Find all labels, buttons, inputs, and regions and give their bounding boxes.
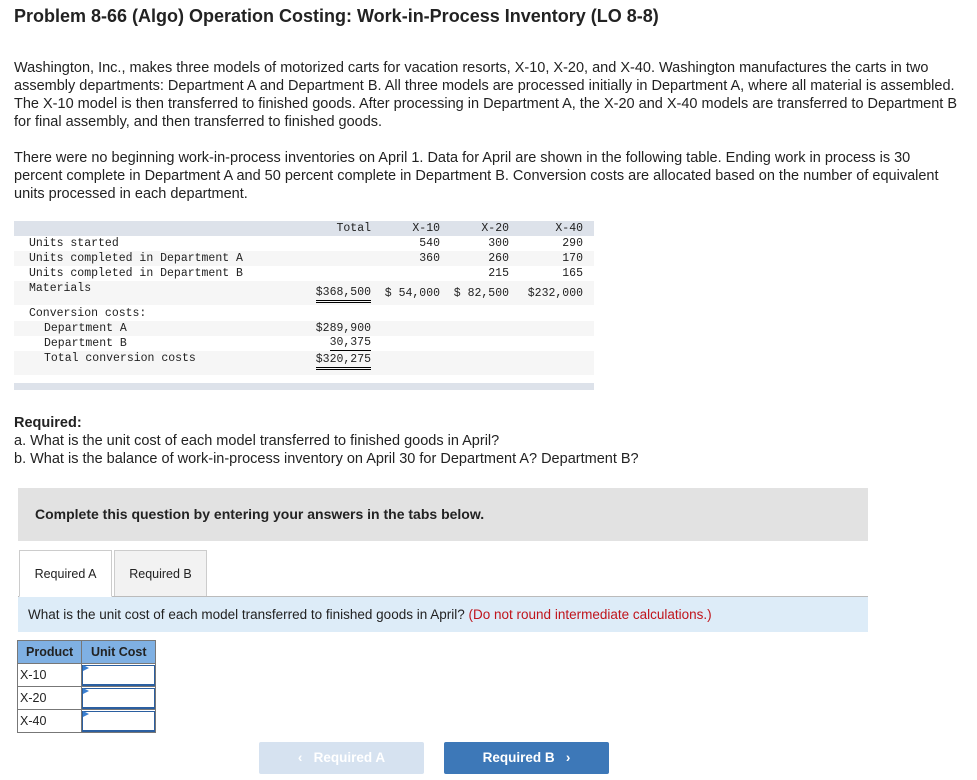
instruction-banner: Complete this question by entering your answers in the tabs below. xyxy=(18,488,868,541)
table-header xyxy=(14,221,594,236)
header-product: Product xyxy=(18,641,82,664)
data-table xyxy=(14,221,594,390)
table-row xyxy=(14,306,594,321)
product-label: X-20 xyxy=(18,687,82,710)
table-row xyxy=(14,336,594,351)
next-label: Required B xyxy=(482,750,555,765)
row-label: Materials xyxy=(29,282,92,295)
cell: $368,500 xyxy=(316,286,371,303)
header-total: Total xyxy=(336,222,371,235)
row-label: Department A xyxy=(44,322,127,335)
cell: 290 xyxy=(562,237,583,250)
answer-row xyxy=(18,664,156,687)
intro-paragraph: Washington, Inc., makes three models of motorized carts for vacation resorts, X-10, X-20, and X-40. Washington manufactures the carts in two assembly departments: Department A and Department B. All three models are processed initially in Department A, where all material is assembled. The X-10 model is then transferred to finished goods. After processing in Department A, the X-20 and X-40 models are transferred to Department B for final assembly, and then transferred to finished goods. xyxy=(14,60,958,130)
table-row xyxy=(14,251,594,266)
prev-label: Required A xyxy=(313,750,386,765)
table-row xyxy=(14,236,594,251)
page-title: Problem 8-66 (Algo) Operation Costing: Work-in-Process Inventory (LO 8-8) xyxy=(14,6,659,26)
input-marker-icon xyxy=(83,665,89,671)
table-row xyxy=(14,321,594,336)
cell: 215 xyxy=(488,267,509,280)
cell: $289,900 xyxy=(315,322,371,335)
cell: 165 xyxy=(562,267,583,280)
table-row xyxy=(14,266,594,281)
data-paragraph: There were no beginning work-in-process inventories on April 1. Data for April are shown in the following table. Ending work in process is 30 percent complete in Department A and 50 percent complete in Department B. Conversion costs are allocated based on the number of equivalent units processed in each department. xyxy=(14,150,939,202)
required-a-text: a. What is the unit cost of each model transferred to finished goods in April? xyxy=(14,433,500,449)
tab-required-b[interactable]: Required B xyxy=(114,550,207,597)
row-label: Units completed in Department B xyxy=(29,267,243,280)
required-heading: Required: xyxy=(14,415,82,431)
row-label: Total conversion costs xyxy=(44,352,196,365)
cell: 260 xyxy=(488,252,509,265)
product-label: X-40 xyxy=(18,710,82,733)
cell: 170 xyxy=(562,252,583,265)
table-footer xyxy=(14,383,594,390)
unit-cost-input-x10[interactable] xyxy=(82,665,155,686)
input-marker-icon xyxy=(83,711,89,717)
instruction-note: (Do not round intermediate calculations.) xyxy=(468,607,712,622)
cell: 360 xyxy=(419,252,440,265)
input-marker-icon xyxy=(83,688,89,694)
cell: 300 xyxy=(488,237,509,250)
unit-cost-input-x40[interactable] xyxy=(82,711,155,732)
cell: 30,375 xyxy=(329,336,371,349)
product-label: X-10 xyxy=(18,664,82,687)
answer-row xyxy=(18,710,156,733)
header-x40: X-40 xyxy=(555,222,583,235)
header-x20: X-20 xyxy=(481,222,509,235)
required-b-text: b. What is the balance of work-in-process inventory on April 30 for Department A? Department B? xyxy=(14,451,639,467)
required-section xyxy=(14,414,639,468)
header-unit-cost: Unit Cost xyxy=(82,641,156,664)
cell: $ 54,000 xyxy=(384,287,440,300)
cell: 540 xyxy=(419,237,440,250)
cell: $320,275 xyxy=(316,353,371,370)
row-label: Department B xyxy=(44,337,127,350)
row-label: Conversion costs: xyxy=(29,307,147,320)
row-label: Units started xyxy=(29,237,119,250)
header-x10: X-10 xyxy=(412,222,440,235)
row-label: Units completed in Department A xyxy=(29,252,243,265)
unit-cost-input-x20[interactable] xyxy=(82,688,155,709)
chevron-left-icon: ‹ xyxy=(297,750,314,765)
cell: $ 82,500 xyxy=(453,287,509,300)
question-text: What is the unit cost of each model transferred to finished goods in April? xyxy=(28,607,465,622)
next-button[interactable] xyxy=(444,742,609,774)
answer-row xyxy=(18,687,156,710)
answer-table xyxy=(17,640,156,733)
table-row xyxy=(14,351,594,375)
question-bar xyxy=(18,597,868,632)
prev-button[interactable] xyxy=(259,742,424,774)
cell: $232,000 xyxy=(527,287,583,300)
tab-required-a[interactable]: Required A xyxy=(19,550,112,597)
table-row xyxy=(14,281,594,305)
chevron-right-icon: › xyxy=(554,750,571,765)
